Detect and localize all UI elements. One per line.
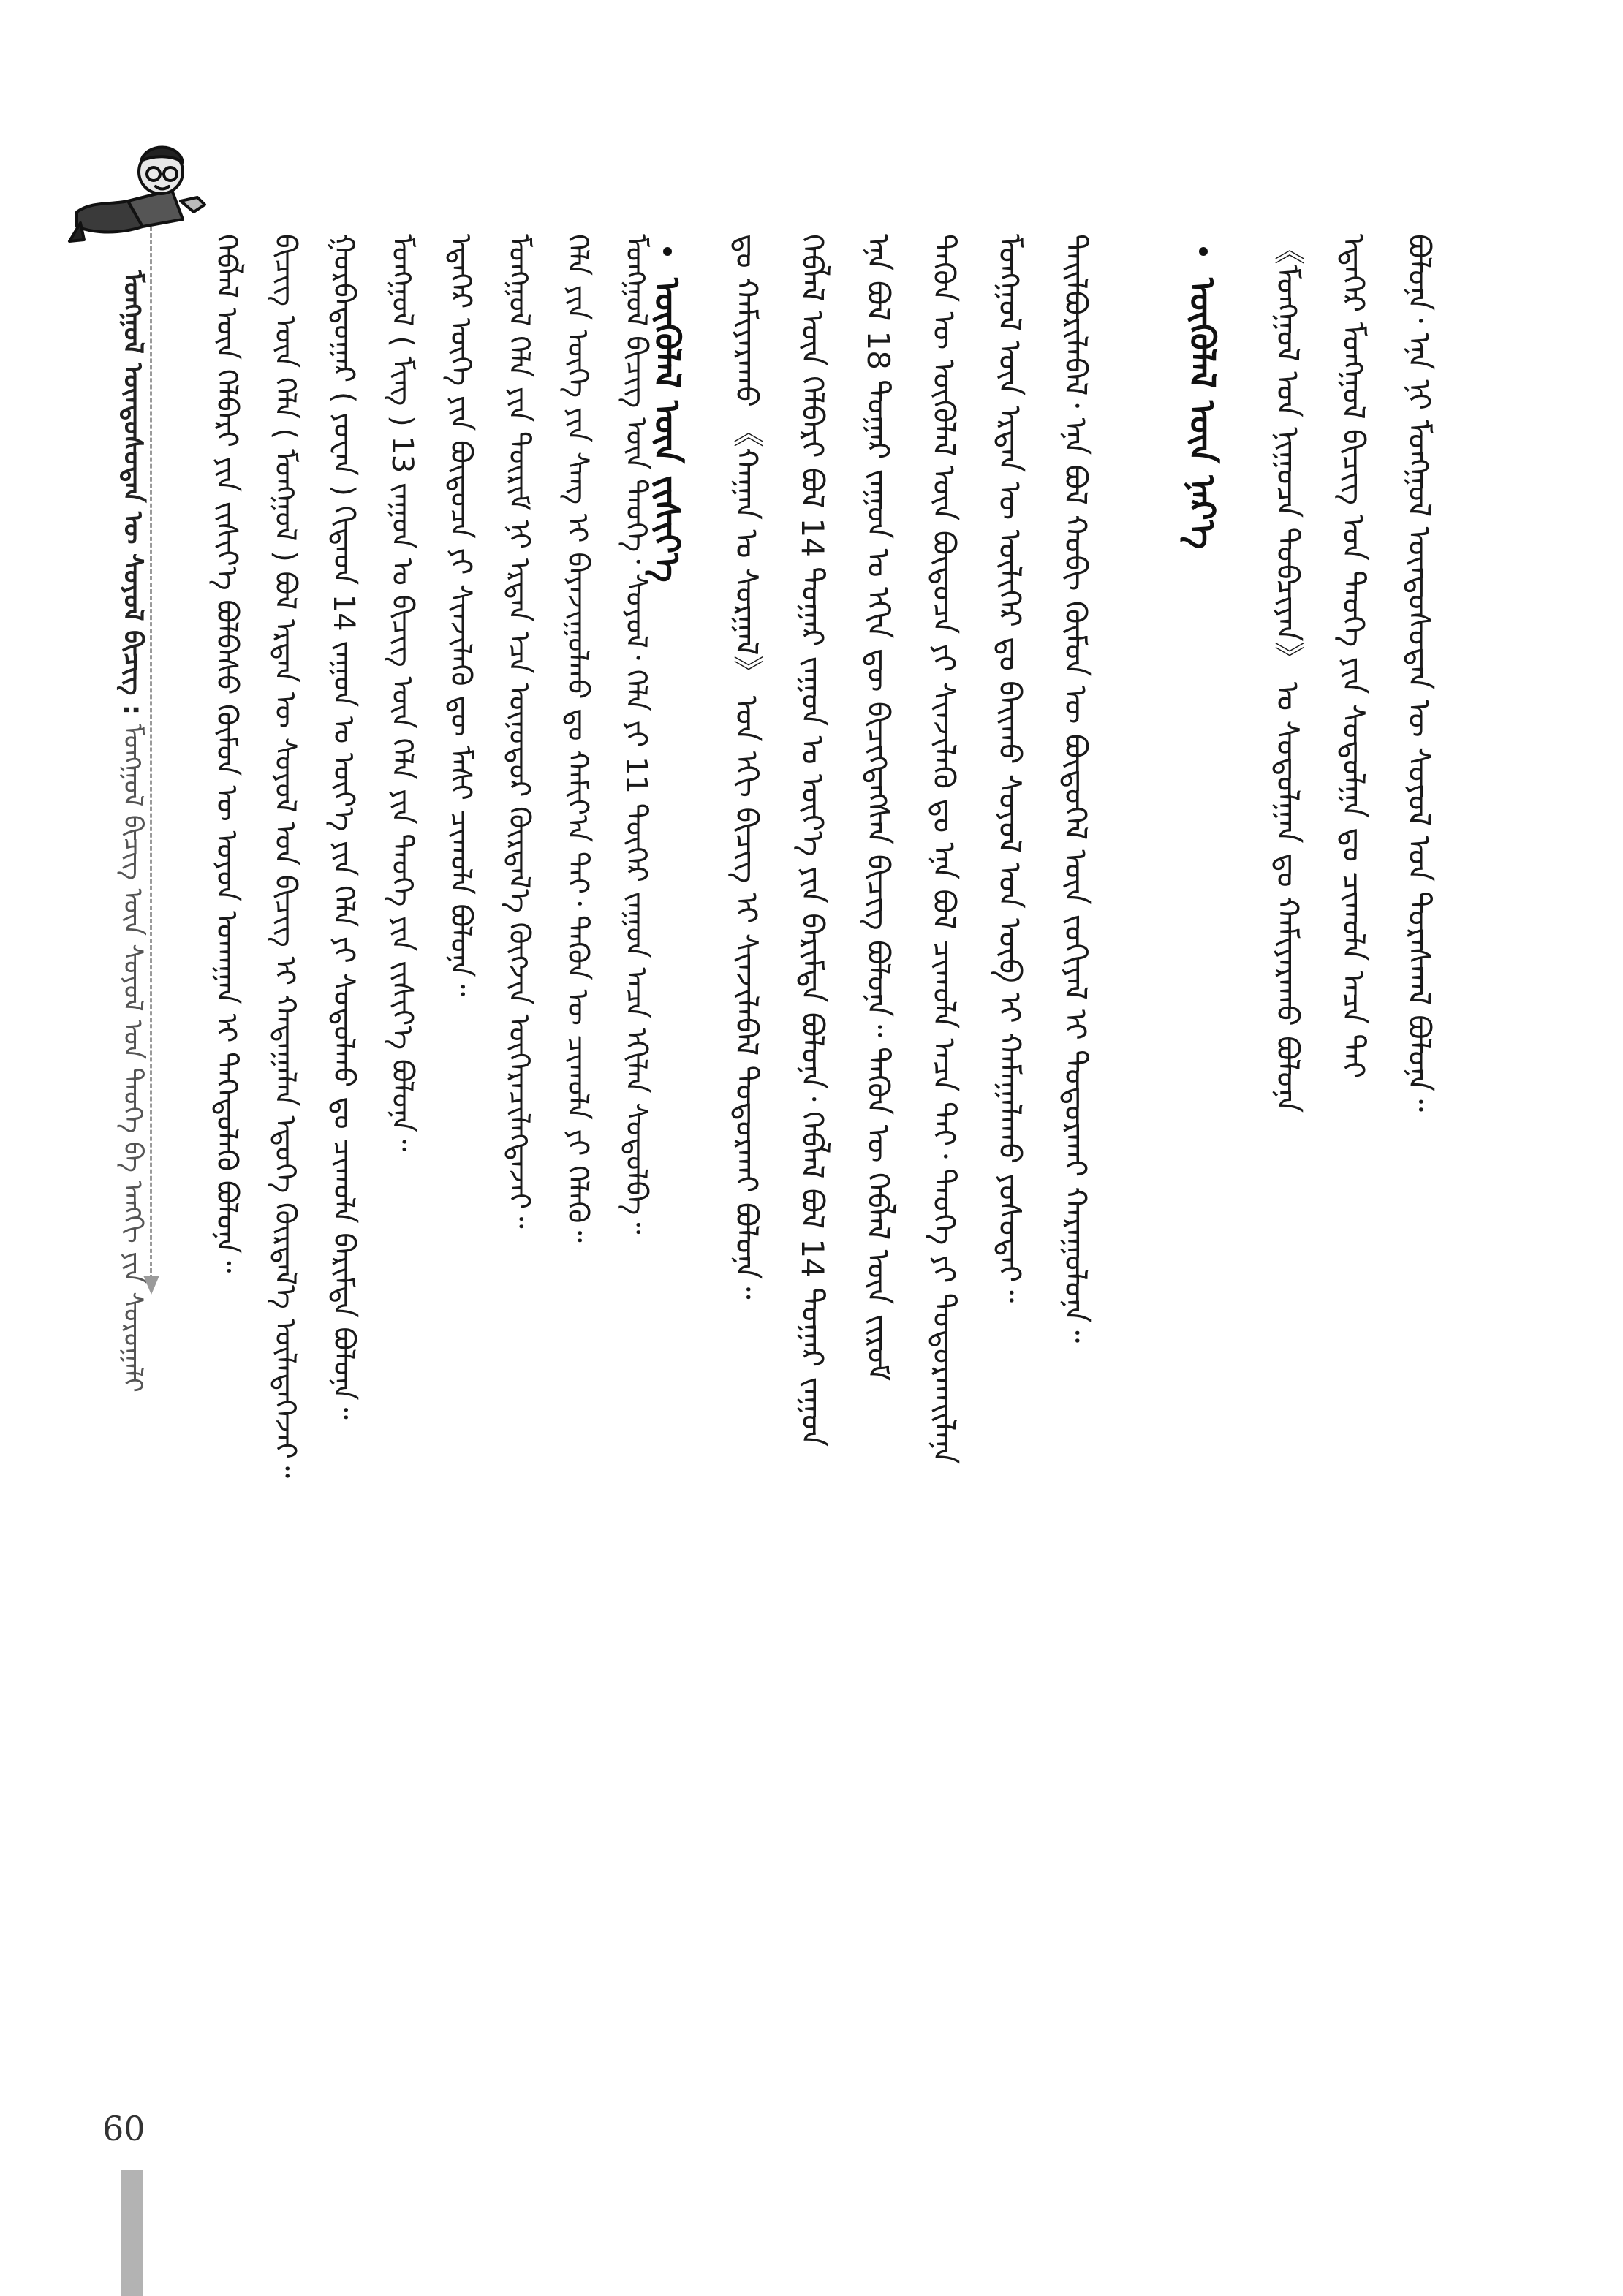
section-heading: ᠦᠭᠦᠯᠡᠯ ᠦᠨ ᠨᠡᠷ᠎ᠡ <box>1181 278 1222 550</box>
paragraph-line: ᠮᠣᠩᠭᠣᠯ ᠦᠨ ᠡᠷᠲᠡᠨ ᠦ ᠦᠯᠢᠭᠡᠷ ᠳᠤ ᠪᠠᠢᠬᠤ ᠰᠣᠶᠣᠯ ᠤᠨ ᠦᠪ ᠢ ᠬᠠᠮᠠᠭᠠᠯᠠᠬᠤ ᠶᠤᠰᠤᠲᠠᠢ᠃ <box>992 234 1028 1303</box>
arrow-down-icon <box>143 1276 159 1295</box>
poem-line: ᠬᠡᠯᠡ ᠶᠢᠨ ᠦᠭᠡ ᠶᠢᠨ ᠰᠠᠩ ᠢ ᠪᠠᠶᠠᠵᠢᠭᠤᠯᠬᠤ ᠳᠤ ᠬᠠᠮᠢᠶ᠎ᠠ ᠲᠠᠢ᠂ ᠲᠡᠭᠦᠨ ᠦ ᠴᠢᠬᠤᠯᠠ ᠶᠢ ᠬᠡᠯᠡᠬᠦ᠃ <box>561 234 594 1243</box>
running-head-subtitle: ᠮᠣᠩᠭᠣᠯ ᠪᠢᠴᠢᠭ᠌ ᠦᠨ ᠰᠣᠶᠣᠯ ᠤᠨ ᠲᠡᠦᠬᠡ ᠪᠠ ᠠᠩᠭᠢ ᠶᠢᠨ ᠰᠤᠷᠤᠭᠠᠯᠢ <box>118 723 148 1393</box>
paragraph-line: ᠬᠡᠪᠯᠡᠯ ᠦᠨ ᠬᠡᠯᠪᠡᠷᠢ ᠪᠣᠯ 14 ᠳᠤᠭᠠᠷ ᠵᠠᠭᠤᠨ ᠤ ᠦᠶ᠎ᠡ ᠶᠢᠨ ᠪᠠᠷᠢᠮᠲᠠ ᠪᠣᠯᠤᠨᠠ᠂ ᠬᠡᠪᠯᠡᠯ ᠪᠣᠯ 14 ᠳᠤᠭᠠᠷ ᠵᠠᠭᠤᠨ <box>795 234 831 1447</box>
paragraph-line: ᠲᠡᠭᠦᠨ ᠦ ᠦᠭᠦᠯᠡᠯ ᠦᠨ ᠪᠦᠲᠦᠴᠡ ᠶᠢ ᠰᠢᠨᠵᠢᠯᠡᠬᠦ ᠳᠤ ᠡᠨᠡ ᠪᠣᠯ ᠴᠢᠬᠤᠯᠠ ᠠᠴᠠ ᠲᠠᠢ᠂ ᠲᠡᠦᠬᠡ ᠶᠢ ᠲᠣᠳᠣᠷᠬᠠᠢᠯᠠᠨᠠ <box>926 234 962 1464</box>
page-edge-tab <box>121 2170 143 2296</box>
poem-line: ᠪᠢᠴᠢᠭ᠌ ᠦᠨ ᠬᠡᠯᠡ ( ᠮᠣᠩᠭᠣᠯ ) ᠪᠣᠯ ᠡᠷᠲᠡᠨ ᠦ ᠰᠣᠶᠣᠯ ᠤᠨ ᠪᠢᠴᠢᠭ᠌ ᠢ ᠬᠠᠳᠠᠭᠠᠯᠠᠨ ᠡᠳᠦᠭᠡ ᠬᠦᠷᠲᠡᠯ᠎ᠡ ᠦᠯᠡᠳᠡᠭᠡᠵᠡᠢ᠃ <box>268 234 302 1479</box>
page-number: 60 <box>102 2109 145 2148</box>
bullet-icon <box>1199 247 1208 256</box>
bullet-icon <box>663 247 672 256</box>
running-head <box>110 270 156 1393</box>
poem-line: ᠡᠳᠡᠭᠡᠷ ᠦᠭᠡ ᠶᠢᠨ ᠪᠦᠲᠦᠴᠡ ᠶᠢ ᠰᠢᠨᠵᠢᠯᠡᠬᠦ ᠳᠦ ᠮᠠᠰᠢ ᠴᠢᠬᠤᠯᠠ ᠪᠣᠯᠤᠨᠠ᠃ <box>444 234 477 996</box>
poem-line: ᠮᠣᠩᠭᠣᠯ ( ᠮᠢᠩ ) 13 ᠵᠠᠭᠤᠨ ᠤ ᠪᠢᠴᠢᠭ᠌ ᠦᠨ ᠬᠡᠯᠡ ᠶᠢᠨ ᠲᠡᠦᠬᠡ ᠶᠢᠨ ᠵᠢᠱᠢᠶ᠎ᠡ ᠪᠣᠯᠤᠨᠠ᠃ <box>385 234 419 1152</box>
mascot-illustration <box>62 132 223 285</box>
section-heading: ᠦᠭᠦᠯᠡᠯ ᠦᠨ ᠵᠢᠱᠢᠶ᠎ᠡ <box>646 278 687 583</box>
paragraph-line: ᠪᠣᠯᠤᠨᠠ᠂ ᠡᠨᠡ ᠨᠢ ᠮᠣᠩᠭᠣᠯ ᠦᠨᠳᠦᠰᠦᠲᠡᠨ ᠦ ᠰᠣᠶᠣᠯ ᠤᠨ ᠳᠤᠷᠠᠰᠬᠠᠯ ᠪᠣᠯᠤᠨᠠ᠃ <box>1401 234 1437 1112</box>
paragraph-line: 《ᠮᠣᠩᠭᠣᠯ ᠤᠨ ᠨᠢᠭᠤᠴᠠ ᠲᠣᠪᠴᠢᠶᠠᠨ》 ᠤ ᠰᠤᠳᠤᠯᠭᠠᠨ ᠳᠤ ᠬᠠᠮᠢᠶᠠᠷᠠᠬᠤ ᠪᠣᠯᠤᠨᠠ <box>1270 234 1306 1113</box>
poem-line: ᠮᠣᠩᠭᠣᠯ ᠬᠡᠯᠡ ᠶᠢᠨ ᠳᠦᠷᠢᠮ ᠨᠢ ᠡᠷᠲᠡᠨ ᠡᠴᠡ ᠥᠨᠥᠳᠥᠷ ᠬᠦᠷᠲᠡᠯ᠎ᠡ ᠬᠥᠭᠵᠢᠨ ᠥᠭᠡᠷᠡᠴᠢᠯᠡᠭᠳᠡᠵᠡᠢ᠃ <box>502 234 536 1229</box>
running-head-dashed-rule <box>150 227 152 1279</box>
running-head-title: ᠮᠣᠩᠭᠣᠯ ᠦᠨᠳᠦᠰᠦᠲᠡᠨ ᠦ ᠰᠣᠶᠣᠯ ᠪᠢᠴᠢᠭ᠌ : <box>118 270 148 716</box>
paragraph-line: ᠳᠤ ᠬᠠᠮᠢᠶᠠᠷᠠᠬᠤ 《ᠬᠠᠭᠠᠨ ᠤ ᠰᠤᠷᠭᠠᠯ》 ᠤᠨ ᠡᠬᠢ ᠪᠢᠴᠢᠭ᠌ ᠢ ᠰᠢᠨᠵᠢᠯᠡᠪᠡᠯ ᠲᠣᠳᠣᠷᠬᠠᠢ ᠪᠣᠯᠤᠨᠠ᠃ <box>729 234 765 1300</box>
paragraph-line: ᠡᠳᠡᠭᠡᠷ ᠮᠣᠩᠭᠣᠯ ᠪᠢᠴᠢᠭ᠌ ᠤᠨ ᠲᠡᠦᠬᠡ ᠶᠢᠨ ᠰᠤᠳᠤᠯᠭᠠ ᠳᠤ ᠴᠢᠬᠤᠯᠠ ᠠᠴᠠ ᠲᠠᠢ <box>1336 234 1372 1079</box>
paragraph-line: ᠲᠠᠢᠯᠪᠤᠷᠢᠯᠠᠪᠠᠯ᠂ ᠡᠨᠡ ᠪᠣᠯ ᠬᠤᠪᠢ ᠬᠦᠮᠦᠨ ᠦ ᠪᠦᠲᠦᠭᠡᠯ ᠦᠨ ᠵᠣᠬᠢᠶᠠᠯ ᠢ ᠲᠣᠳᠣᠷᠬᠠᠢ ᠬᠠᠷᠠᠭᠤᠯᠤᠨᠠ᠃ <box>1058 234 1094 1344</box>
poem-line: ᠬᠡᠪᠯᠡᠯ ᠦᠨ ᠬᠡᠯᠪᠡᠷᠢ ᠶᠢᠨ ᠵᠢᠱᠢᠶ᠎ᠡ ᠪᠣᠯᠪᠠᠰᠤ ᠬᠦᠮᠦᠨ ᠦ ᠤᠶᠤᠨ ᠤᠬᠠᠭᠠᠨ ᠢ ᠳᠡᠭᠡᠳᠦᠯᠡᠬᠦ ᠪᠣᠯᠤᠨᠠ᠃ <box>210 234 243 1273</box>
poem-line: ᠭᠤᠷᠪᠠᠳᠤᠭᠠᠷ ( ᠶᠤᠸᠠᠨ ) ᠬᠢᠲᠠᠳ 14 ᠵᠠᠭᠤᠨ ᠤ ᠦᠶ᠎ᠡ ᠶᠢᠨ ᠬᠡᠯᠡ ᠶᠢ ᠰᠤᠳᠤᠯᠬᠤ ᠳᠤ ᠴᠢᠬᠤᠯᠠ ᠪᠠᠷᠢᠮᠲᠠ ᠪᠣᠯᠤᠨᠠ᠃ <box>327 234 360 1420</box>
paragraph-line: ᠡᠨᠡ ᠪᠣᠯ 18 ᠳᠤᠭᠠᠷ ᠵᠠᠭᠤᠨ ᠤ ᠡᠬᠢᠨ ᠳᠦ ᠪᠢᠴᠢᠭᠳᠡᠭᠰᠡᠨ ᠪᠢᠴᠢᠭ᠌ ᠪᠣᠯᠤᠨᠠ᠃ ᠲᠡᠭᠦᠨ ᠦ ᠬᠡᠪᠯᠡᠯ ᠦᠨ ᠵᠢᠷᠤᠮ <box>860 234 896 1382</box>
poem-line: ᠮᠣᠩᠭᠣᠯ ᠪᠢᠴᠢᠭ᠌ ᠦᠨ ᠲᠡᠦᠬᠡ᠂ ᠰᠣᠶᠣᠯ᠂ ᠬᠡᠯᠡ ᠶᠢ 11 ᠳᠦᠭᠡᠷ ᠵᠠᠭᠤᠨ ᠠᠴᠠ ᠡᠬᠢᠯᠡᠨ ᠰᠤᠳᠤᠯᠪᠠ᠃ <box>619 234 653 1235</box>
